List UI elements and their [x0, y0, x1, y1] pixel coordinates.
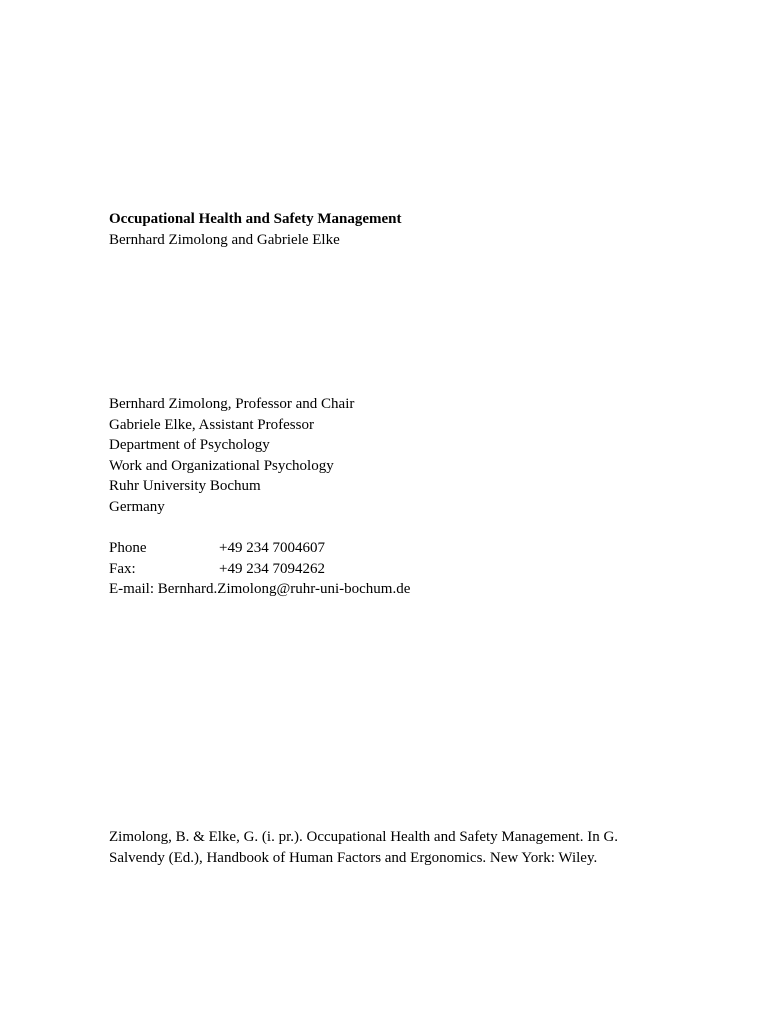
fax-label: Fax: — [109, 560, 136, 577]
document-title: Occupational Health and Safety Management — [109, 211, 402, 227]
title-block — [109, 209, 402, 250]
phone-label: Phone — [109, 540, 147, 556]
contact-block — [109, 538, 410, 600]
affiliation-line: Ruhr University Bochum — [109, 478, 261, 495]
citation-line: Salvendy (Ed.), Handbook of Human Factors and Ergonomics. New York: Wiley. — [109, 849, 598, 866]
phone-row — [109, 538, 410, 559]
fax-row — [109, 559, 410, 580]
citation-block — [109, 827, 618, 868]
affiliation-line: Germany — [109, 498, 165, 515]
affiliation-line: Department of Psychology — [109, 437, 270, 454]
affiliation-block — [109, 394, 354, 518]
fax-value: +49 234 7094262 — [219, 560, 325, 577]
affiliation-line: Gabriele Elke, Assistant Professor — [109, 416, 314, 433]
affiliation-line: Work and Organizational Psychology — [109, 457, 334, 474]
email-line: E-mail: Bernhard.Zimolong@ruhr-uni-bochum.de — [109, 581, 411, 598]
document-authors: Bernhard Zimolong and Gabriele Elke — [109, 231, 340, 248]
citation-line: Zimolong, B. & Elke, G. (i. pr.). Occupational Health and Safety Management. In G. — [109, 829, 619, 845]
phone-value: +49 234 7004607 — [219, 540, 325, 556]
affiliation-line: Bernhard Zimolong, Professor and Chair — [109, 396, 355, 412]
